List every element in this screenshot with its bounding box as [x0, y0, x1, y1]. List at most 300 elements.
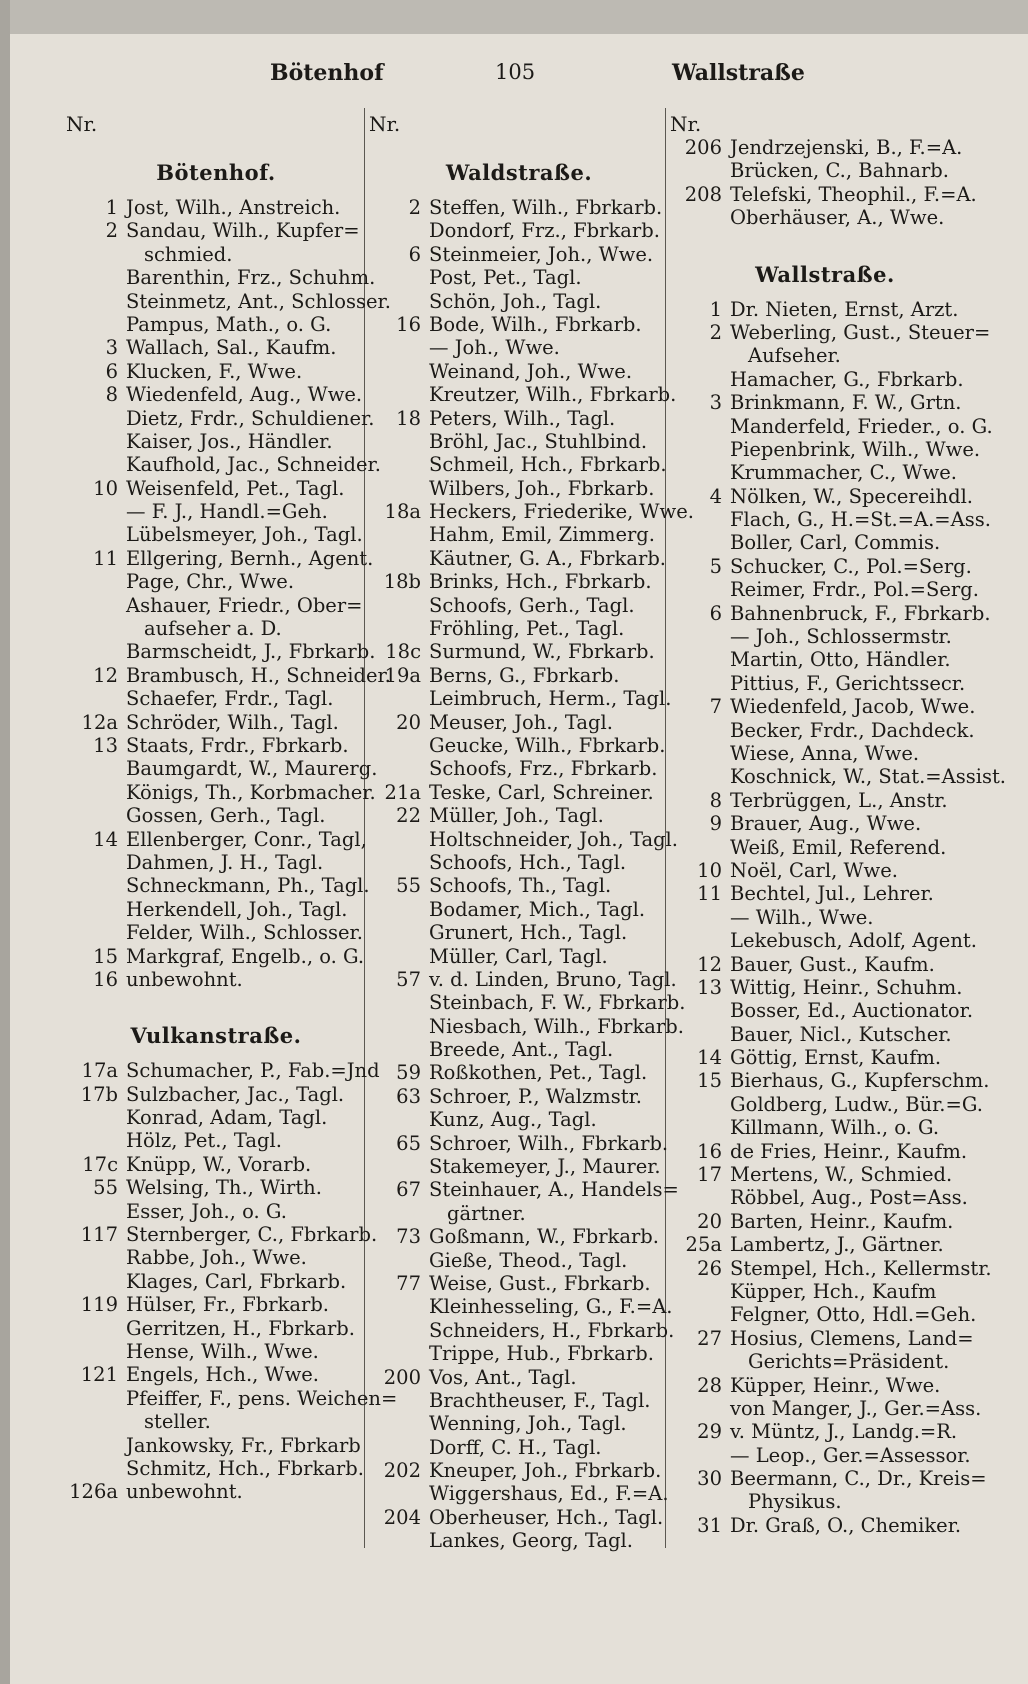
resident-entry — [66, 570, 366, 593]
house-number — [66, 1129, 126, 1152]
resident-text: Klages, Carl, Fbrkarb. — [126, 1269, 347, 1293]
resident-entry — [670, 719, 980, 742]
resident-text: Weberling, Gust., Steuer= — [730, 320, 991, 344]
resident-entry — [66, 734, 366, 757]
resident-text: schmied. — [144, 242, 233, 266]
resident-text: Gossen, Gerh., Tagl. — [126, 804, 326, 828]
resident-entry — [369, 219, 669, 242]
resident-entry — [369, 1202, 669, 1225]
resident-entry — [670, 1140, 980, 1163]
resident-entry — [670, 555, 980, 578]
house-number — [66, 500, 126, 523]
house-number — [66, 781, 126, 804]
house-number: 2 — [709, 320, 722, 344]
resident-text: Hülser, Fr., Fbrkarb. — [126, 1293, 330, 1317]
house-number — [66, 1106, 126, 1129]
resident-entry — [66, 617, 366, 640]
house-number — [66, 757, 126, 780]
resident-entry — [670, 531, 980, 554]
house-number — [369, 1319, 429, 1342]
resident-text: Engels, Hch., Wwe. — [126, 1363, 320, 1387]
resident-entry — [670, 1233, 980, 1256]
resident-entry — [670, 183, 980, 206]
resident-entry — [670, 672, 980, 695]
resident-entry — [369, 500, 694, 524]
resident-text: Manderfeld, Frieder., o. G. — [730, 414, 993, 438]
resident-text: Pampus, Math., o. G. — [126, 312, 332, 336]
resident-entry — [670, 206, 980, 229]
house-number — [369, 945, 429, 968]
house-number — [670, 625, 730, 648]
house-number — [66, 570, 126, 593]
resident-entry — [369, 945, 669, 968]
resident-entry — [670, 812, 980, 835]
house-number — [670, 1023, 730, 1046]
house-number — [670, 206, 730, 229]
house-number — [670, 1397, 730, 1420]
resident-text: Bodamer, Mich., Tagl. — [429, 897, 646, 921]
house-number: 27 — [697, 1326, 722, 1350]
house-number — [369, 594, 429, 617]
resident-entry — [670, 1023, 980, 1046]
resident-entry — [369, 1295, 673, 1319]
house-number: 13 — [697, 975, 722, 999]
resident-text: Koschnick, W., Stat.=Assist. — [730, 765, 1006, 789]
house-number — [670, 461, 730, 484]
resident-entry — [670, 344, 980, 367]
resident-text: Hense, Wilh., Wwe. — [126, 1339, 319, 1363]
resident-text: Goßmann, W., Fbrkarb. — [429, 1225, 659, 1249]
resident-text: Geucke, Wilh., Fbrkarb. — [429, 733, 666, 757]
resident-entry — [66, 1270, 366, 1293]
resident-text: Fröhling, Pet., Tagl. — [429, 617, 625, 641]
resident-entry — [670, 836, 980, 859]
house-number — [369, 617, 429, 640]
resident-entry — [369, 1366, 669, 1389]
resident-text: Bode, Wilh., Fbrkarb. — [429, 312, 642, 336]
resident-entry — [66, 313, 366, 336]
house-number: 21a — [384, 780, 421, 804]
column-1 — [66, 150, 398, 1504]
resident-entry — [670, 1116, 980, 1139]
resident-text: — Leop., Ger.=Assessor. — [730, 1443, 971, 1467]
house-number: 13 — [93, 733, 118, 757]
resident-entry — [66, 780, 376, 804]
house-number: 12 — [93, 663, 118, 687]
resident-entry — [369, 336, 669, 359]
house-number — [369, 828, 429, 851]
house-number — [369, 1389, 429, 1412]
resident-entry — [369, 360, 669, 383]
resident-entry — [369, 1108, 669, 1131]
house-number: 77 — [396, 1271, 421, 1295]
house-number: 31 — [697, 1513, 722, 1537]
resident-text: Kaufhold, Jac., Schneider. — [126, 453, 381, 477]
house-number — [369, 266, 429, 289]
resident-text: Bierhaus, G., Kupferschm. — [730, 1069, 990, 1093]
resident-entry — [369, 570, 669, 593]
resident-text: Wenning, Joh., Tagl. — [429, 1412, 627, 1436]
resident-text: Sandau, Wilh., Kupfer= — [126, 219, 360, 243]
house-number — [369, 1482, 429, 1505]
nr-label-col2: Nr. — [369, 112, 401, 136]
resident-text: Wallach, Sal., Kaufm. — [126, 336, 337, 360]
resident-entry — [670, 508, 991, 532]
resident-entry — [670, 1303, 980, 1326]
house-number: 30 — [697, 1467, 722, 1491]
resident-text: Lankes, Georg, Tagl. — [429, 1529, 633, 1553]
resident-entry — [670, 953, 980, 976]
resident-text: Schön, Joh., Tagl. — [429, 289, 602, 313]
resident-text: Page, Chr., Wwe. — [126, 570, 295, 594]
resident-text: Teske, Carl, Schreiner. — [429, 780, 654, 804]
resident-text: Schoofs, Gerh., Tagl. — [429, 593, 635, 617]
resident-entry — [66, 546, 374, 570]
resident-entry — [670, 882, 980, 905]
house-number — [66, 523, 126, 546]
resident-text: Wilbers, Joh., Fbrkarb. — [429, 476, 655, 500]
resident-entry — [670, 1046, 980, 1069]
house-number: 25a — [685, 1233, 722, 1257]
resident-text: Lambertz, J., Gärtner. — [730, 1233, 944, 1257]
resident-text: Becker, Frdr., Dachdeck. — [730, 718, 975, 742]
resident-text: Berns, G., Fbrkarb. — [429, 663, 620, 687]
house-number: 3 — [105, 336, 118, 360]
resident-text: Dahmen, J. H., Tagl. — [126, 850, 324, 874]
resident-entry — [670, 906, 980, 929]
resident-text: Jost, Wilh., Anstreich. — [126, 196, 341, 219]
house-number — [369, 991, 429, 1014]
running-header-right: Wallstraße — [672, 60, 805, 86]
house-number — [670, 1116, 730, 1139]
resident-entry — [369, 781, 669, 804]
house-number: 15 — [697, 1069, 722, 1093]
resident-text: Brachtheuser, F., Tagl. — [429, 1388, 651, 1412]
resident-text: Hamacher, G., Fbrkarb. — [730, 367, 964, 391]
resident-entry — [66, 898, 366, 921]
house-number: 208 — [684, 182, 722, 206]
resident-entry — [670, 625, 980, 648]
nr-label-col1: Nr. — [66, 112, 98, 136]
resident-entry — [670, 485, 980, 508]
resident-text: Gieße, Theod., Tagl. — [429, 1248, 628, 1272]
resident-entry — [369, 1061, 669, 1084]
resident-entry — [369, 383, 677, 407]
resident-text: Kaiser, Jos., Händler. — [126, 429, 333, 453]
resident-entry — [670, 1186, 980, 1209]
resident-entry — [66, 828, 366, 851]
resident-entry — [66, 1317, 366, 1340]
house-number: 16 — [396, 312, 421, 336]
resident-text: Welsing, Th., Wirth. — [126, 1176, 322, 1200]
resident-entry — [670, 976, 980, 999]
resident-text: Bosser, Ed., Auctionator. — [730, 999, 974, 1023]
house-number: 17a — [81, 1059, 118, 1083]
page-number: 105 — [495, 60, 536, 84]
resident-entry — [670, 742, 980, 765]
resident-text: Terbrüggen, L., Anstr. — [730, 788, 948, 812]
resident-text: Barmscheidt, J., Fbrkarb. — [126, 640, 376, 664]
resident-text: Markgraf, Engelb., o. G. — [126, 944, 365, 968]
resident-text: Brinks, Hch., Fbrkarb. — [429, 570, 652, 594]
resident-text: Schoofs, Frz., Fbrkarb. — [429, 757, 658, 781]
house-number — [670, 999, 730, 1022]
house-number — [369, 290, 429, 313]
house-number — [369, 1015, 429, 1038]
resident-text: Steffen, Wilh., Fbrkarb. — [429, 196, 663, 219]
resident-entry — [369, 1132, 669, 1155]
resident-text: Aufseher. — [748, 344, 841, 368]
house-number: 12 — [697, 952, 722, 976]
resident-text: Stempel, Hch., Kellermstr. — [730, 1256, 992, 1280]
resident-entry — [670, 601, 991, 625]
house-number — [369, 453, 429, 476]
resident-entry — [369, 1482, 669, 1505]
resident-entry — [369, 196, 669, 219]
resident-entry — [670, 298, 980, 321]
house-number — [369, 1249, 429, 1272]
house-number: 17b — [80, 1082, 118, 1106]
page-edge-shadow — [0, 0, 10, 1684]
resident-text: Felgner, Otto, Hdl.=Geh. — [730, 1303, 977, 1327]
resident-text: — Joh., Wwe. — [429, 336, 560, 360]
resident-entry — [670, 320, 991, 344]
resident-text: Goldberg, Ludw., Bür.=G. — [730, 1092, 983, 1116]
resident-text: Steinmeier, Joh., Wwe. — [429, 242, 654, 266]
resident-text: Barenthin, Frz., Schuhm. — [126, 266, 376, 290]
resident-text: — Wilh., Wwe. — [730, 905, 874, 929]
resident-text: Lübelsmeyer, Joh., Tagl. — [126, 523, 363, 547]
house-number — [66, 851, 126, 874]
resident-entry — [670, 461, 980, 484]
resident-text: Wiedenfeld, Aug., Wwe. — [126, 383, 363, 407]
house-number — [66, 1457, 126, 1480]
resident-entry — [369, 1342, 669, 1365]
resident-entry — [66, 874, 370, 898]
resident-text: Weise, Gust., Fbrkarb. — [429, 1271, 651, 1295]
house-number — [66, 921, 126, 944]
house-number: 17c — [82, 1152, 118, 1176]
resident-entry — [369, 1459, 669, 1482]
house-number — [670, 672, 730, 695]
house-number: 5 — [709, 554, 722, 578]
resident-text: Felder, Wilh., Schlosser. — [126, 921, 363, 945]
house-number: 18c — [385, 640, 421, 664]
resident-text: Pfeiffer, F., pens. Weichen= — [126, 1386, 398, 1410]
section-gap — [670, 230, 980, 252]
resident-entry — [369, 921, 669, 944]
resident-entry — [66, 1129, 366, 1152]
resident-text: Kunz, Aug., Tagl. — [429, 1108, 597, 1132]
resident-text: Schmeil, Hch., Fbrkarb. — [429, 453, 667, 477]
resident-text: Schneckmann, Ph., Tagl. — [126, 874, 370, 898]
house-number — [670, 1186, 730, 1209]
resident-entry — [66, 500, 366, 523]
house-number — [369, 921, 429, 944]
house-number: 59 — [396, 1061, 421, 1085]
house-number — [369, 430, 429, 453]
resident-text: Lekebusch, Adolf, Agent. — [730, 929, 977, 953]
resident-text: aufseher a. D. — [144, 617, 282, 641]
house-number — [369, 898, 429, 921]
house-number: 126a — [69, 1480, 118, 1504]
resident-entry — [369, 1155, 669, 1178]
resident-entry — [369, 1318, 675, 1342]
resident-text: Schroer, Wilh., Fbrkarb. — [429, 1131, 669, 1155]
resident-text: Stakemeyer, J., Maurer. — [429, 1155, 661, 1179]
resident-entry — [66, 360, 366, 383]
house-number — [66, 1246, 126, 1269]
resident-text: Weiß, Emil, Referend. — [730, 835, 947, 859]
resident-entry — [66, 1153, 366, 1176]
resident-entry — [66, 243, 366, 266]
house-number — [369, 1038, 429, 1061]
house-number — [369, 1202, 429, 1225]
resident-text: Küpper, Hch., Kaufm — [730, 1279, 937, 1303]
resident-entry — [670, 368, 980, 391]
resident-entry — [66, 289, 391, 313]
resident-text: Telefski, Theophil., F.=A. — [730, 182, 977, 206]
resident-text: unbewohnt. — [126, 1480, 243, 1504]
house-number — [670, 508, 730, 531]
house-number: 11 — [697, 882, 722, 906]
house-number: 6 — [408, 242, 421, 266]
resident-text: von Manger, J., Ger.=Ass. — [730, 1396, 982, 1420]
street-heading: Vulkanstraße. — [130, 1023, 302, 1049]
house-number — [670, 1093, 730, 1116]
resident-entry — [66, 477, 366, 500]
resident-text: Weisenfeld, Pet., Tagl. — [126, 476, 345, 500]
resident-entry — [66, 1293, 366, 1316]
house-number — [66, 290, 126, 313]
house-number — [66, 266, 126, 289]
house-number — [670, 531, 730, 554]
column-3 — [670, 136, 1006, 1537]
resident-entry — [369, 266, 669, 289]
resident-entry — [66, 1223, 378, 1247]
house-number — [66, 804, 126, 827]
resident-text: Brinkmann, F. W., Grtn. — [730, 391, 962, 415]
resident-text: Roßkothen, Pet., Tagl. — [429, 1061, 648, 1085]
resident-entry — [369, 734, 669, 757]
resident-text: Kneuper, Joh., Fbrkarb. — [429, 1459, 662, 1483]
resident-entry — [369, 290, 669, 313]
resident-entry — [369, 477, 669, 500]
resident-entry — [66, 1246, 366, 1269]
resident-text: Ashauer, Friedr., Ober= — [126, 593, 363, 617]
house-number: 6 — [105, 359, 118, 383]
resident-entry — [670, 136, 980, 159]
resident-text: Breede, Ant., Tagl. — [429, 1038, 614, 1062]
resident-text: v. d. Linden, Bruno, Tagl. — [429, 967, 677, 991]
resident-text: Bröhl, Jac., Stuhlbind. — [429, 429, 648, 453]
house-number: 55 — [396, 874, 421, 898]
house-number — [670, 438, 730, 461]
resident-entry — [670, 1069, 990, 1093]
house-number: 55 — [93, 1176, 118, 1200]
resident-text: Holtschneider, Joh., Tagl. — [429, 827, 678, 851]
resident-text: Killmann, Wilh., o. G. — [730, 1116, 940, 1140]
house-number: 119 — [80, 1293, 118, 1317]
house-number — [66, 640, 126, 663]
resident-entry — [670, 695, 980, 718]
house-number — [369, 1342, 429, 1365]
resident-text: Röbbel, Aug., Post=Ass. — [730, 1186, 968, 1210]
resident-text: Barten, Heinr., Kaufm. — [730, 1209, 954, 1233]
resident-text: Baumgardt, W., Maurerg. — [126, 757, 378, 781]
resident-entry — [670, 1490, 980, 1513]
house-number: 73 — [396, 1225, 421, 1249]
resident-text: Herkendell, Joh., Tagl. — [126, 897, 348, 921]
house-number — [369, 1529, 429, 1552]
house-number: 204 — [383, 1505, 421, 1529]
resident-entry — [369, 991, 686, 1015]
resident-entry — [670, 159, 980, 182]
house-number — [66, 594, 126, 617]
resident-entry — [66, 1434, 366, 1457]
resident-entry — [66, 1363, 366, 1386]
running-header-left: Bötenhof — [270, 60, 384, 86]
resident-entry — [369, 898, 669, 921]
resident-text: unbewohnt. — [126, 967, 243, 991]
resident-text: Kreutzer, Wilh., Fbrkarb. — [429, 383, 677, 407]
house-number — [66, 874, 126, 897]
resident-text: Küpper, Heinr., Wwe. — [730, 1373, 941, 1397]
resident-text: Knüpp, W., Vorarb. — [126, 1152, 312, 1176]
house-number — [66, 1317, 126, 1340]
resident-text: Rabbe, Joh., Wwe. — [126, 1246, 307, 1270]
resident-entry — [66, 266, 376, 290]
resident-text: Müller, Carl, Tagl. — [429, 944, 608, 968]
resident-entry — [670, 929, 980, 952]
resident-text: Schroer, P., Walzmstr. — [429, 1084, 642, 1108]
house-number: 1 — [709, 297, 722, 321]
resident-text: Dorff, C. H., Tagl. — [429, 1435, 602, 1459]
resident-entry — [66, 1386, 398, 1410]
resident-text: Brücken, C., Bahnarb. — [730, 159, 949, 183]
house-number: 65 — [396, 1131, 421, 1155]
resident-entry — [66, 406, 375, 430]
resident-entry — [369, 617, 669, 640]
house-number: 20 — [697, 1209, 722, 1233]
house-number: 22 — [396, 804, 421, 828]
house-number — [670, 159, 730, 182]
resident-text: Ellgering, Bernh., Agent. — [126, 546, 374, 570]
resident-entry — [670, 391, 980, 414]
resident-entry — [369, 547, 669, 570]
resident-entry — [66, 945, 366, 968]
house-number: 14 — [93, 827, 118, 851]
resident-text: — Joh., Schlossermstr. — [730, 625, 952, 649]
resident-text: Bechtel, Jul., Lehrer. — [730, 882, 934, 906]
resident-entry — [66, 219, 366, 242]
resident-entry — [66, 196, 366, 219]
resident-text: Flach, G., H.=St.=A.=Ass. — [730, 508, 991, 532]
house-number — [369, 757, 429, 780]
resident-text: Pittius, F., Gerichtssecr. — [730, 671, 966, 695]
resident-entry — [369, 1506, 669, 1529]
resident-text: Wiese, Anna, Wwe. — [730, 741, 920, 765]
house-number — [66, 617, 126, 640]
resident-entry — [369, 243, 669, 266]
house-number — [66, 1434, 126, 1457]
house-number: 16 — [697, 1139, 722, 1163]
resident-entry — [66, 523, 366, 546]
house-number — [66, 313, 126, 336]
resident-text: Piepenbrink, Wilh., Wwe. — [730, 437, 981, 461]
resident-entry — [369, 313, 669, 336]
resident-entry — [369, 664, 669, 687]
